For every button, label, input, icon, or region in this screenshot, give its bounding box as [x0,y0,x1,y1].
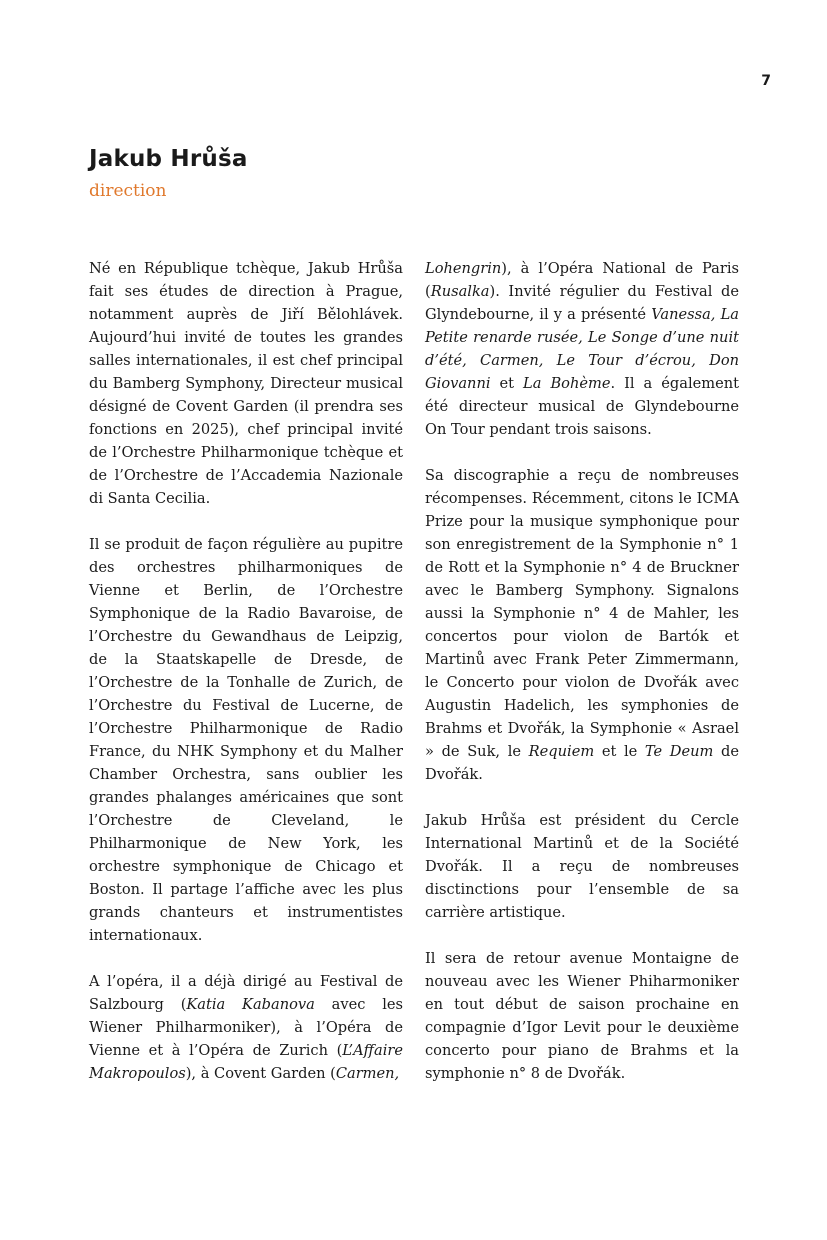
page-subtitle: direction [89,181,167,201]
header [89,146,248,201]
bio-paragraph-2: Il se produit de façon régulière au pupitre des orchestres philharmoniques de Vienne et Berlin, de l’Orchestre Symphonique de la Radio Bavaroise, de l’Orchestre du Gewandhaus de Leipzig, de la Staatskapelle de Dresde, de l’Orchestre de la Tonhalle de Zurich, de l’Orchestre du Festival de Lucerne, de l’Orchestre Philharmonique de Radio France, du NHK Symphony et du Malher Chamber Orchestra, sans oublier les grandes phalanges américaines que sont l’Orchestre de Cleveland, le Philharmonique de New York, les orchestre symphonique de Chicago et Boston. Il partage l’affiche avec les plus grands chanteurs et instrumentistes internationaux. [89,536,403,944]
right-column [425,257,739,1108]
left-column [89,257,403,1108]
discography-paragraph: Sa discographie a reçu de nombreuses récompenses. Récemment, citons le ICMA Prize pour la musique symphonique pour son enregistrement de la Symphonie n° 1 de Rott et la Symphonie n° 4 de Bruckner avec le Bamberg Symphony. Signalons aussi la Symphonie n° 4 de Mahler, les concertos pour violon de Bartók et Martinů avec Frank Peter Zimmermann, le Concerto pour violon de Dvořák avec Augustin Hadelich, les symphonies de Brahms et Dvořák, la Symphonie « Asrael » de Suk, le Requiem et le Te Deum de Dvořák. [425,467,739,783]
opera-paragraph-start: A l’opéra, il a déjà dirigé au Festival de Salzbourg (Katia Kabanova avec les Wiener Philharmoniker), à l’Opéra de Vienne et à l’Opéra de Zurich (L’Affaire Makropoulos), à Covent Garden (Carmen, [89,973,403,1082]
opera-paragraph-continued: Lohengrin), à l’Opéra National de Paris (Rusalka). Invité régulier du Festival de Glyndebourne, il y a présenté Vanessa, La Petite renarde rusée, Le Songe d’une nuit d’été, Carmen, Le Tour d’écrou, Don Giovanni et La Bohème. Il a également été directeur musical de Glyndebourne On Tour pendant trois saisons. [425,260,739,438]
bio-paragraph-1: Né en République tchèque, Jakub Hrůša fait ses études de direction à Prague, notamment auprès de Jiří Bělohlávek. Aujourd’hui invité de toutes les grandes salles internationales, il est chef principal du Bamberg Symphony, Directeur musical désigné de Covent Garden (il prendra ses fonctions en 2025), chef principal invité de l’Orchestre Philharmonique tchèque et de l’Orchestre de l’Accademia Nazionale di Santa Cecilia. [89,260,403,507]
honors-paragraph: Jakub Hrůša est président du Cercle International Martinů et de la Société Dvořák. Il a reçu de nombreuses disctinctions pour l’ensemble de sa carrière artistique. [425,812,739,921]
upcoming-paragraph: Il sera de retour avenue Montaigne de nouveau avec les Wiener Phiharmoniker en tout début de saison prochaine en compagnie d’Igor Levit pour le deuxième concerto pour piano de Brahms et la symphonie n° 8 de Dvořák. [425,950,739,1082]
page-title: Jakub Hrůša [89,146,248,172]
page-number: 7 [761,73,771,89]
